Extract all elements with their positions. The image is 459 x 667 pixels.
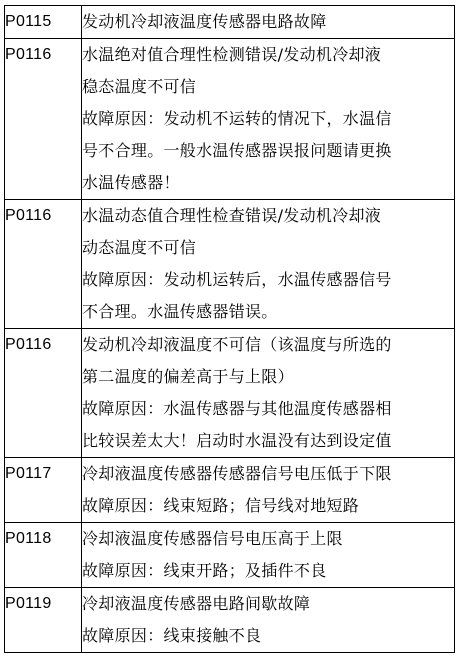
description-line: 故障原因：线束短路；信号线对地短路 [82,496,360,515]
fault-description [82,6,455,39]
fault-code: P0116 [5,200,82,329]
table-row [5,588,455,653]
table-row [5,523,455,588]
fault-code: P0116 [5,39,82,200]
description-line: 冷却液温度传感器信号电压高于上限 [82,529,343,548]
fault-description [82,329,455,458]
fault-code: P0117 [5,458,82,523]
description-line: 故障原因：线束接触不良 [82,626,262,645]
table-row [5,458,455,523]
fault-description [82,458,455,523]
description-line: 故障原因：发动机不运转的情况下，水温信 [82,109,392,128]
description-line: 动态温度不可信 [82,238,197,257]
description-line: 比较误差太大！启动时水温没有达到设定值 [82,431,392,450]
table-row [5,329,455,458]
description-line: 故障原因：发动机运转后，水温传感器信号 [82,270,392,289]
fault-code: P0118 [5,523,82,588]
fault-description [82,588,455,653]
description-line: 发动机冷却液温度传感器电路故障 [82,12,327,31]
fault-description [82,200,455,329]
description-line: 故障原因：线束开路；及插件不良 [82,561,327,580]
description-line: 第二温度的偏差高于与上限） [82,367,294,386]
description-line: 不合理。水温传感器错误。 [82,302,278,321]
table-row [5,200,455,329]
fault-code: P0115 [5,6,82,39]
fault-code-table-body [5,6,455,653]
description-line: 号不合理。一般水温传感器误报问题请更换 [82,141,392,160]
description-line: 水温动态值合理性检查错误/发动机冷却液 [82,206,382,225]
description-line: 发动机冷却液温度不可信（该温度与所选的 [82,335,392,354]
description-line: 水温绝对值合理性检测错误/发动机冷却液 [82,45,382,64]
fault-code: P0119 [5,588,82,653]
fault-description [82,39,455,200]
description-line: 水温传感器！ [82,173,180,192]
description-line: 稳态温度不可信 [82,77,197,96]
fault-code: P0116 [5,329,82,458]
fault-code-table [4,5,455,653]
table-row [5,6,455,39]
description-line: 冷却液温度传感器传感器信号电压低于下限 [82,464,392,483]
table-row [5,39,455,200]
description-line: 故障原因：水温传感器与其他温度传感器相 [82,399,392,418]
fault-description [82,523,455,588]
description-line: 冷却液温度传感器电路间歇故障 [82,594,311,613]
